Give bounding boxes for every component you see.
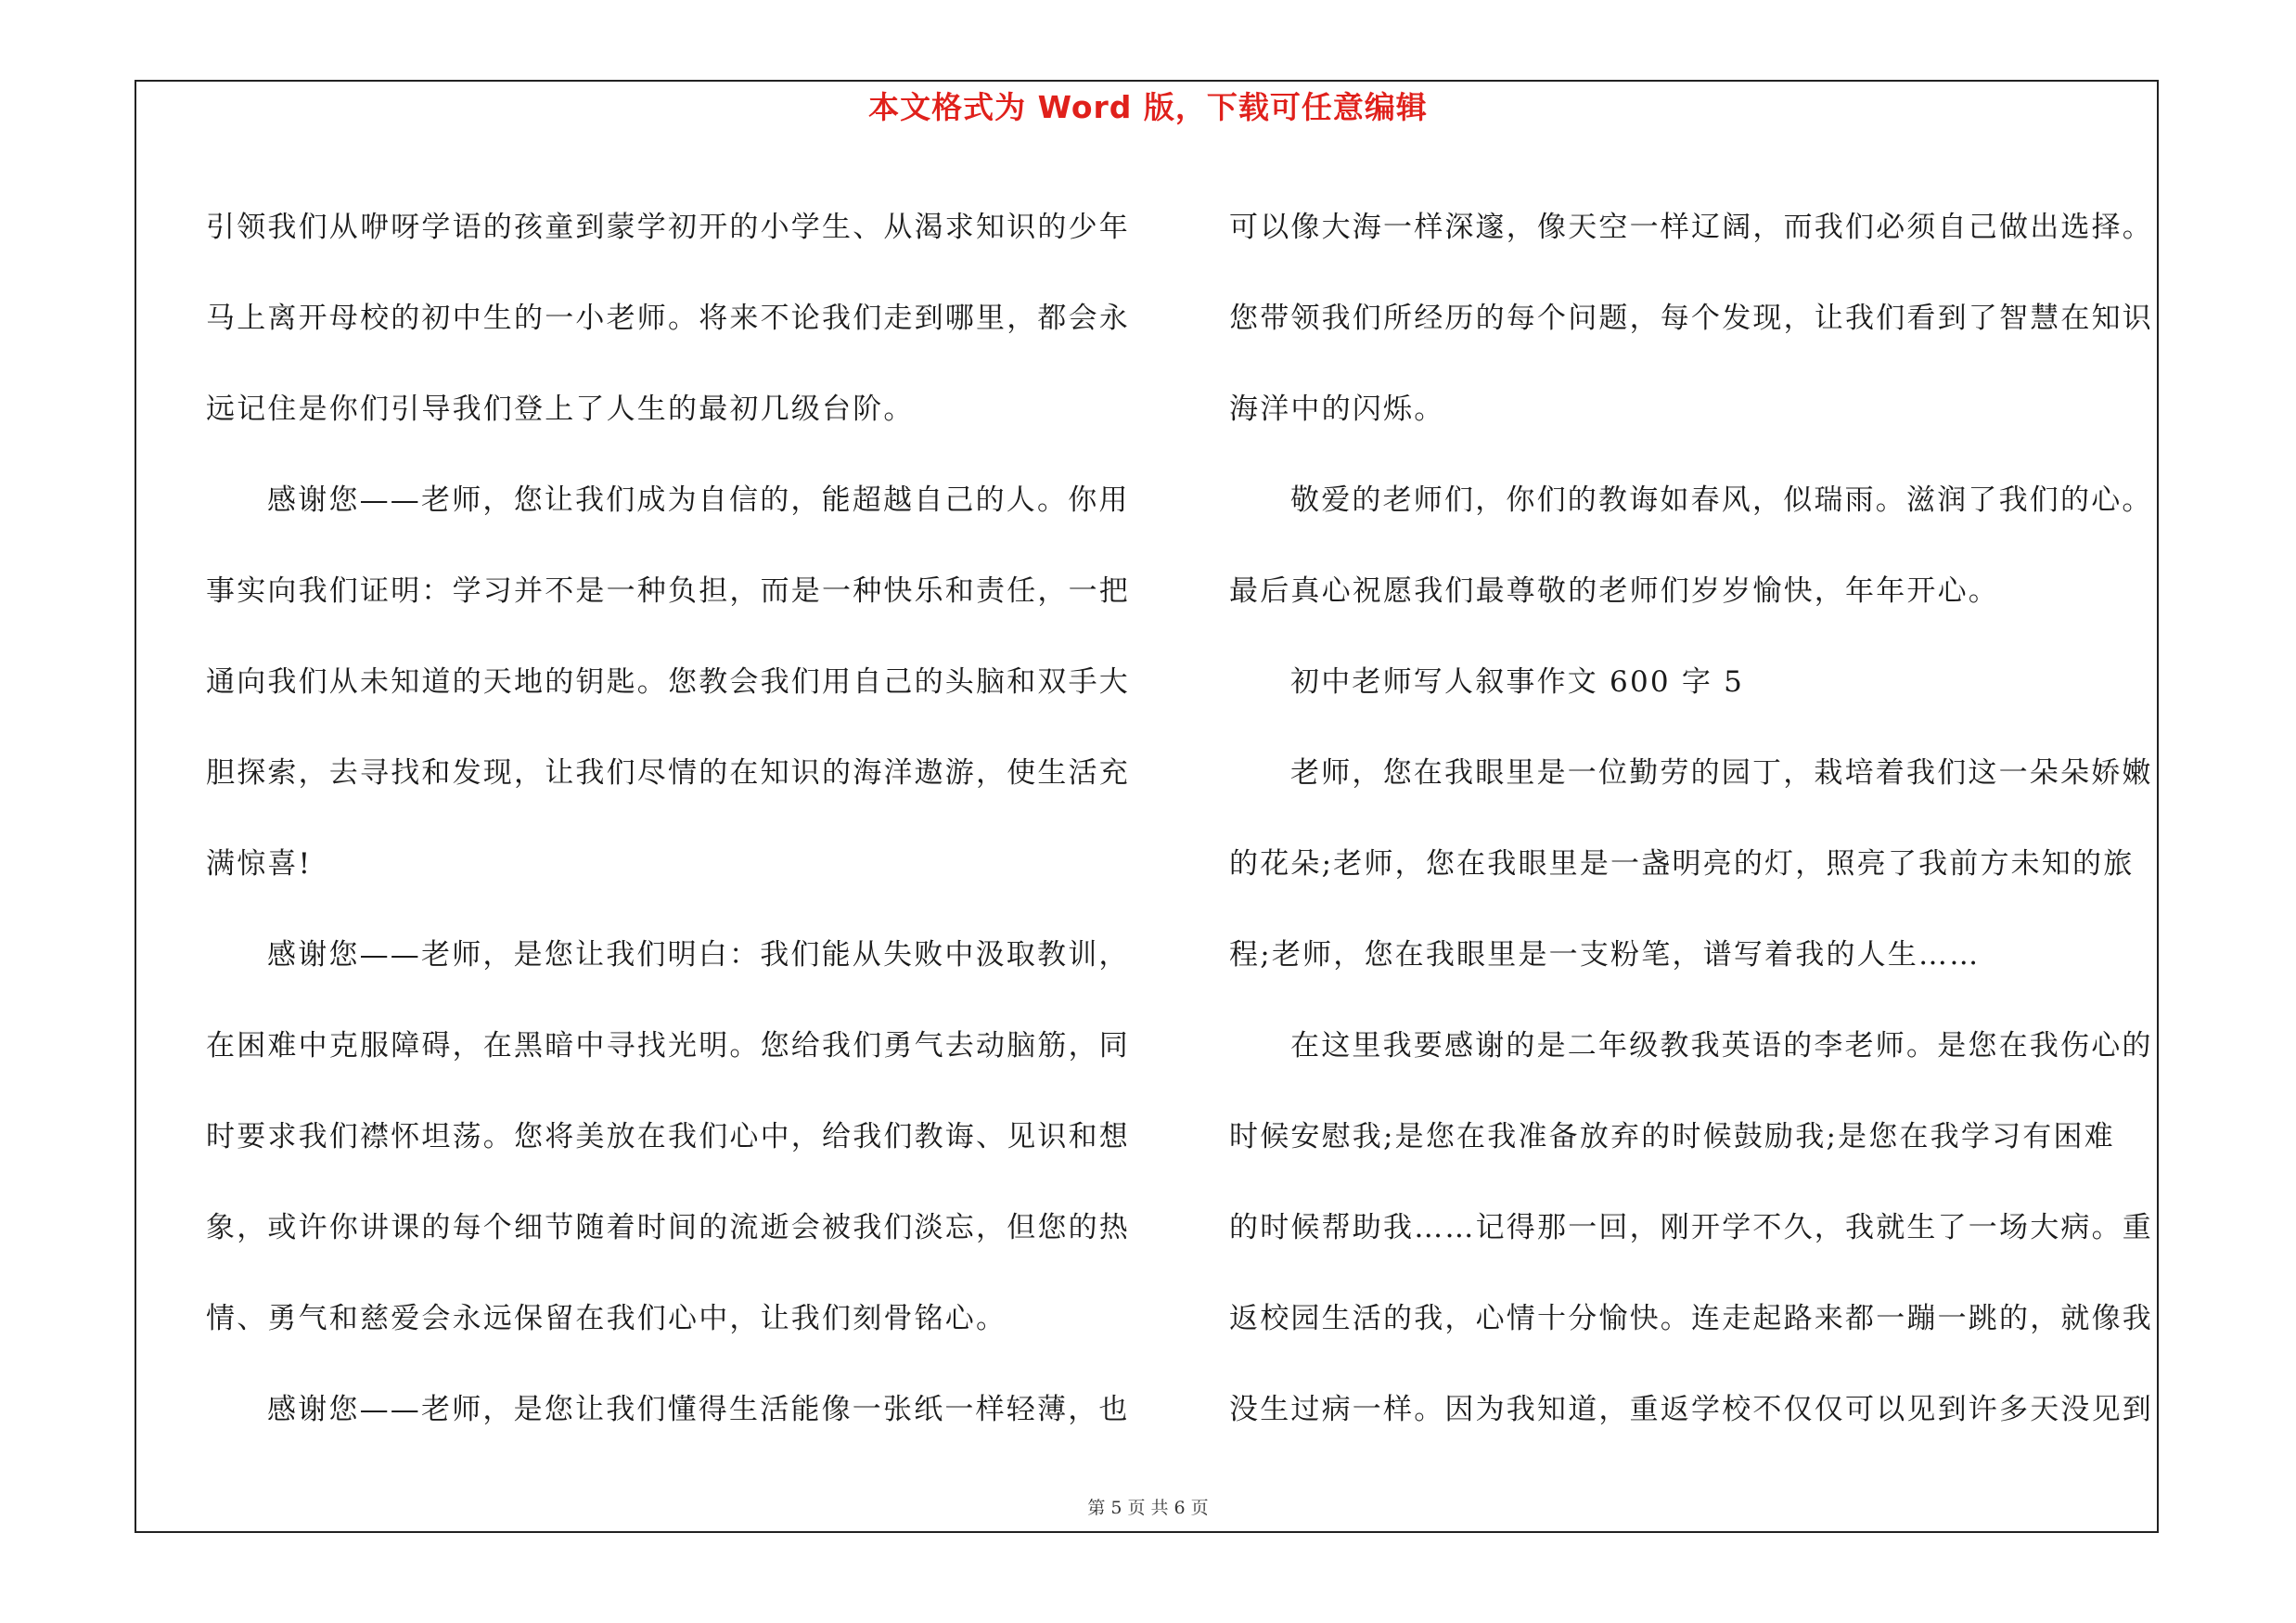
right-text-column bbox=[1229, 182, 2171, 1455]
text-line: 可以像大海一样深邃，像天空一样辽阔，而我们必须自己做出选择。 bbox=[1229, 211, 2153, 244]
text-line: 满惊喜! bbox=[206, 847, 313, 881]
text-line: 没生过病一样。因为我知道，重返学校不仅仅可以见到许多天没见到 bbox=[1229, 1393, 2153, 1426]
text-line: 最后真心祝愿我们最尊敬的老师们岁岁愉快，年年开心。 bbox=[1229, 574, 1999, 608]
text-line: 情、勇气和慈爱会永远保留在我们心中，让我们刻骨铭心。 bbox=[206, 1302, 1007, 1335]
text-line: 在这里我要感谢的是二年级教我英语的李老师。是您在我伤心的 bbox=[1290, 1029, 2153, 1063]
text-line: 胆探索，去寻找和发现，让我们尽情的在知识的海洋遨游，使生活充 bbox=[206, 756, 1130, 790]
text-line: 马上离开母校的初中生的一小老师。将来不论我们走到哪里，都会永 bbox=[206, 302, 1130, 335]
text-line: 象，或许你讲课的每个细节随着时间的流逝会被我们淡忘，但您的热 bbox=[206, 1211, 1130, 1244]
text-line: 返校园生活的我，心情十分愉快。连走起路来都一蹦一跳的，就像我 bbox=[1229, 1302, 2153, 1335]
text-line: 感谢您——老师，是您让我们懂得生活能像一张纸一样轻薄，也 bbox=[267, 1393, 1130, 1426]
text-line: 时要求我们襟怀坦荡。您将美放在我们心中，给我们教诲、见识和想 bbox=[206, 1120, 1130, 1153]
text-line: 的时候帮助我……记得那一回，刚开学不久，我就生了一场大病。重 bbox=[1229, 1211, 2153, 1244]
section-heading: 初中老师写人叙事作文 600 字 5 bbox=[1290, 665, 1745, 699]
text-line: 时候安慰我;是您在我准备放弃的时候鼓励我;是您在我学习有困难 bbox=[1229, 1120, 2115, 1153]
text-line: 您带领我们所经历的每个问题，每个发现，让我们看到了智慧在知识 bbox=[1229, 302, 2153, 335]
text-line: 事实向我们证明：学习并不是一种负担，而是一种快乐和责任，一把 bbox=[206, 574, 1130, 608]
text-line: 在困难中克服障碍，在黑暗中寻找光明。您给我们勇气去动脑筋，同 bbox=[206, 1029, 1130, 1063]
text-line: 老师，您在我眼里是一位勤劳的园丁，栽培着我们这一朵朵娇嫩 bbox=[1290, 756, 2153, 790]
text-line: 通向我们从未知道的天地的钥匙。您教会我们用自己的头脑和双手大 bbox=[206, 665, 1130, 699]
text-line: 远记住是你们引导我们登上了人生的最初几级台阶。 bbox=[206, 393, 915, 426]
text-line: 海洋中的闪烁。 bbox=[1229, 393, 1445, 426]
text-line: 感谢您——老师，您让我们成为自信的，能超越自己的人。你用 bbox=[267, 483, 1130, 517]
right-text-body bbox=[1229, 182, 2171, 1455]
text-line: 的花朵;老师，您在我眼里是一盏明亮的灯，照亮了我前方未知的旅 bbox=[1229, 847, 2135, 881]
text-line: 敬爱的老师们，你们的教诲如春风，似瑞雨。滋润了我们的心。 bbox=[1290, 483, 2153, 517]
page-number-footer: 第 5 页 共 6 页 bbox=[1087, 1498, 1209, 1518]
editable-format-banner: 本文格式为 Word 版，下载可任意编辑 bbox=[868, 89, 1428, 125]
text-line: 感谢您——老师，是您让我们明白：我们能从失败中汲取教训， bbox=[267, 938, 1130, 972]
left-text-body bbox=[206, 182, 1134, 1455]
text-line: 引领我们从咿呀学语的孩童到蒙学初开的小学生、从渴求知识的少年 bbox=[206, 211, 1130, 244]
text-line: 程;老师，您在我眼里是一支粉笔，谱写着我的人生…… bbox=[1229, 938, 1981, 972]
left-text-column bbox=[206, 182, 1134, 1455]
